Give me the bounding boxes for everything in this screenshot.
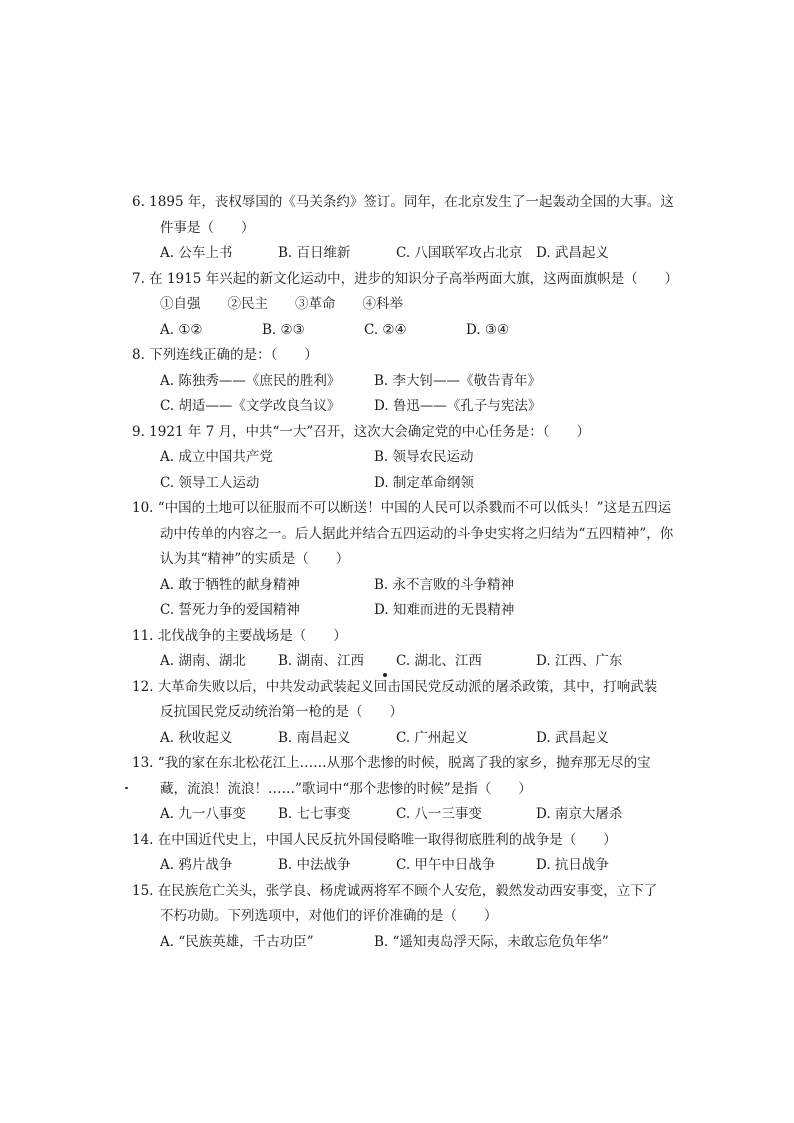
stem-line: 反抗国民党反动统治第一枪的是（ ） <box>160 704 403 720</box>
options-row <box>146 726 738 752</box>
option-d: D. 武昌起义 <box>536 245 609 261</box>
question-stem <box>132 828 738 854</box>
option-b: B. 永不言败的斗争精神 <box>374 576 515 593</box>
stem-line: 认为其“精神”的实质是（ ） <box>160 551 350 567</box>
options-row <box>146 853 738 879</box>
options-grid <box>146 930 738 956</box>
option-c: C. ②④ <box>364 321 407 338</box>
option-b: B. 李大钊——《敬告青年》 <box>374 372 542 389</box>
question-13 <box>132 751 738 828</box>
option-d: D. 制定革命纲领 <box>374 474 474 491</box>
option-d: D. 鲁迅——《孔子与宪法》 <box>374 398 542 414</box>
question-11 <box>132 624 738 675</box>
option-d: D. 知难而进的无畏精神 <box>374 602 515 618</box>
stem-line: 13. “我的家在东北松花江上……从那个悲惨的时候，脱离了我的家乡，抛弃那无尽的宝 <box>132 755 651 771</box>
option-d: D. 江西、广东 <box>536 653 623 669</box>
option-a: A. 成立中国共产党 <box>160 449 273 465</box>
stem-line: 8. 下列连线正确的是：（ ） <box>132 347 318 363</box>
stem-line: 10. “中国的土地可以征服而不可以断送！中国的人民可以杀戮而不可以低头！”这是五四运 <box>132 500 672 516</box>
option-d: D. 抗日战争 <box>536 857 609 873</box>
option-a: A. “民族英雄，千古功臣” <box>160 933 314 950</box>
question-7 <box>132 267 738 344</box>
scan-speck <box>125 787 128 789</box>
option-b: B. 百日维新 <box>278 245 351 261</box>
question-stem <box>132 267 738 293</box>
option-d: D. ③④ <box>466 321 510 338</box>
stem-line: 7. 在 1915 年兴起的新文化运动中，进步的知识分子高举两面大旗，这两面旗帜是（ ） <box>132 270 679 287</box>
option-c: C. 湖北、江西 <box>396 653 482 669</box>
option-c: C. 誓死力争的爱国精神 <box>160 602 300 618</box>
question-items: ①自强 ②民主 ③革命 ④科举 <box>160 296 403 312</box>
stem-line: 件事是（ ） <box>160 219 255 236</box>
option-c: C. 领导工人运动 <box>160 474 260 491</box>
question-8 <box>132 343 738 420</box>
stem-line: 14. 在中国近代史上，中国人民反抗外国侵略唯一取得彻底胜利的战争是（ ） <box>132 831 617 848</box>
option-c: C. 八国联军攻占北京 <box>396 245 523 261</box>
options-grid <box>146 369 738 420</box>
option-b: B. “遥知夷岛浮天际，未敢忘危负年华” <box>374 933 609 950</box>
option-c: C. 甲午中日战争 <box>396 857 496 873</box>
option-a: A. 鸦片战争 <box>160 857 233 873</box>
option-c: C. 胡适——《文学改良刍议》 <box>160 398 341 414</box>
option-c: C. 广州起义 <box>396 729 469 746</box>
question-stem <box>132 496 738 573</box>
option-a: A. 湖南、湖北 <box>160 653 246 669</box>
options-row <box>146 241 738 267</box>
question-stem <box>132 420 738 446</box>
option-b: B. 七七事变 <box>278 806 351 822</box>
stem-line: 9. 1921 年 7 月，中共“一大”召开，这次大会确定党的中心任务是：（ ） <box>132 423 591 440</box>
stem-line: 藏，流浪！流浪！……”歌词中“那个悲惨的时候”是指（ ） <box>160 780 532 797</box>
question-stem <box>132 751 738 802</box>
option-a: A. 公车上书 <box>160 245 233 261</box>
stem-line: 15. 在民族危亡关头，张学良、杨虎诚两将军不顾个人安危，毅然发动西安事变，立下了 <box>132 882 658 899</box>
option-a: A. 九一八事变 <box>160 806 246 822</box>
question-stem <box>132 675 738 726</box>
question-10 <box>132 496 738 624</box>
question-6 <box>132 190 738 267</box>
question-14 <box>132 828 738 879</box>
option-a: A. 陈独秀——《庶民的胜利》 <box>160 372 341 389</box>
option-a: A. 秋收起义 <box>160 729 233 746</box>
stem-line: 6. 1895 年，丧权辱国的《马关条约》签订。同年，在北京发生了一起轰动全国的大事。这 <box>132 194 674 210</box>
scan-speck <box>383 673 387 677</box>
option-d: D. 武昌起义 <box>536 729 609 746</box>
option-b: B. 中法战争 <box>278 857 351 873</box>
options-row <box>146 649 738 675</box>
option-b: B. ②③ <box>262 321 305 338</box>
options-grid <box>146 445 738 496</box>
question-stem <box>132 879 738 930</box>
options-row <box>146 318 738 344</box>
stem-line: 12. 大革命失败以后，中共发动武装起义回击国民党反动派的屠杀政策，其中，打响武装 <box>132 678 658 695</box>
option-d: D. 南京大屠杀 <box>536 806 623 822</box>
question-stem <box>132 624 738 650</box>
options-row <box>146 802 738 828</box>
option-b: B. 领导农民运动 <box>374 449 474 465</box>
question-stem <box>132 343 738 369</box>
stem-line: 不朽功勋。下列选项中，对他们的评价准确的是（ ） <box>160 908 498 924</box>
question-9 <box>132 420 738 497</box>
question-stem <box>132 190 738 241</box>
stem-line: 动中传单的内容之一。后人据此并结合五四运动的斗争史实将之归结为“五四精神”，你 <box>160 525 674 542</box>
options-grid <box>146 573 738 624</box>
option-b: B. 南昌起义 <box>278 729 351 746</box>
option-a: A. ①② <box>160 321 203 338</box>
question-12 <box>132 675 738 752</box>
option-b: B. 湖南、江西 <box>278 653 365 669</box>
question-15 <box>132 879 738 956</box>
option-a: A. 敢于牺牲的献身精神 <box>160 576 300 593</box>
stem-line: 11. 北伐战争的主要战场是（ ） <box>132 627 347 644</box>
option-c: C. 八一三事变 <box>396 806 482 822</box>
